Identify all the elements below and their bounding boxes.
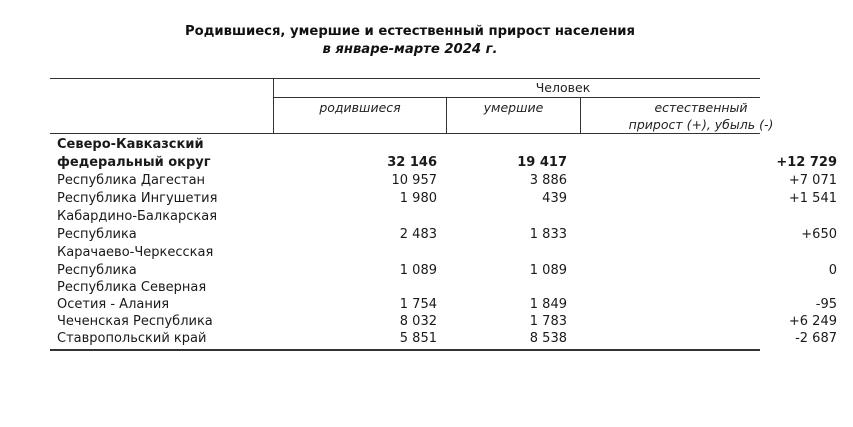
row-name-line2: федеральный округ	[57, 155, 211, 170]
table-bottom-rule	[50, 349, 760, 351]
row-name: Ставропольский край	[57, 331, 207, 346]
died-value: 3 886	[529, 173, 567, 188]
died-value: 8 538	[529, 331, 567, 346]
born-value: 1 089	[399, 263, 437, 278]
title-line-2: в январе-марте 2024 г.	[322, 42, 498, 57]
column-header-natural-line2: прирост (+), убыль (-)	[628, 117, 774, 132]
row-name-line1: Карачаево-Черкесская	[57, 245, 214, 260]
natural-value: +6 249	[788, 314, 837, 329]
row-name-line2: Республика	[57, 263, 137, 278]
born-value: 8 032	[399, 314, 437, 329]
natural-value: 0	[828, 263, 837, 278]
unit-header: Человек	[535, 80, 591, 95]
natural-value: +7 071	[788, 173, 837, 188]
born-value: 1 754	[399, 297, 437, 312]
title-line-1: Родившиеся, умершие и естественный прирост населения	[184, 24, 636, 39]
row-name-line1: Республика Северная	[57, 280, 207, 295]
row-name-line1: Северо-Кавказский	[57, 137, 204, 152]
document-title	[0, 23, 820, 59]
column-header-died: умершие	[483, 100, 544, 115]
born-value: 32 146	[387, 155, 437, 170]
natural-value: +650	[801, 227, 837, 242]
row-name: Республика Ингушетия	[57, 191, 218, 206]
natural-value: +1 541	[788, 191, 837, 206]
died-value: 1 833	[529, 227, 567, 242]
row-name: Республика Дагестан	[57, 173, 206, 188]
unit-header-rule	[273, 97, 760, 98]
row-name-line2: Осетия - Алания	[57, 297, 170, 312]
natural-value: +12 729	[776, 155, 837, 170]
row-name-line2: Республика	[57, 227, 137, 242]
natural-value: -95	[815, 297, 837, 312]
column-header-natural-line1: естественный	[654, 100, 748, 115]
header-bottom-rule	[50, 133, 760, 134]
born-value: 1 980	[399, 191, 437, 206]
table-top-rule	[50, 78, 760, 79]
died-value: 439	[542, 191, 567, 206]
column-header-born: родившиеся	[319, 100, 401, 115]
born-value: 10 957	[391, 173, 437, 188]
died-value: 1 783	[529, 314, 567, 329]
born-value: 5 851	[399, 331, 437, 346]
row-name: Чеченская Республика	[57, 314, 213, 329]
row-name-line1: Кабардино-Балкарская	[57, 209, 218, 224]
died-value: 1 849	[529, 297, 567, 312]
died-value: 19 417	[517, 155, 567, 170]
died-value: 1 089	[529, 263, 567, 278]
born-value: 2 483	[399, 227, 437, 242]
natural-value: -2 687	[795, 331, 837, 346]
